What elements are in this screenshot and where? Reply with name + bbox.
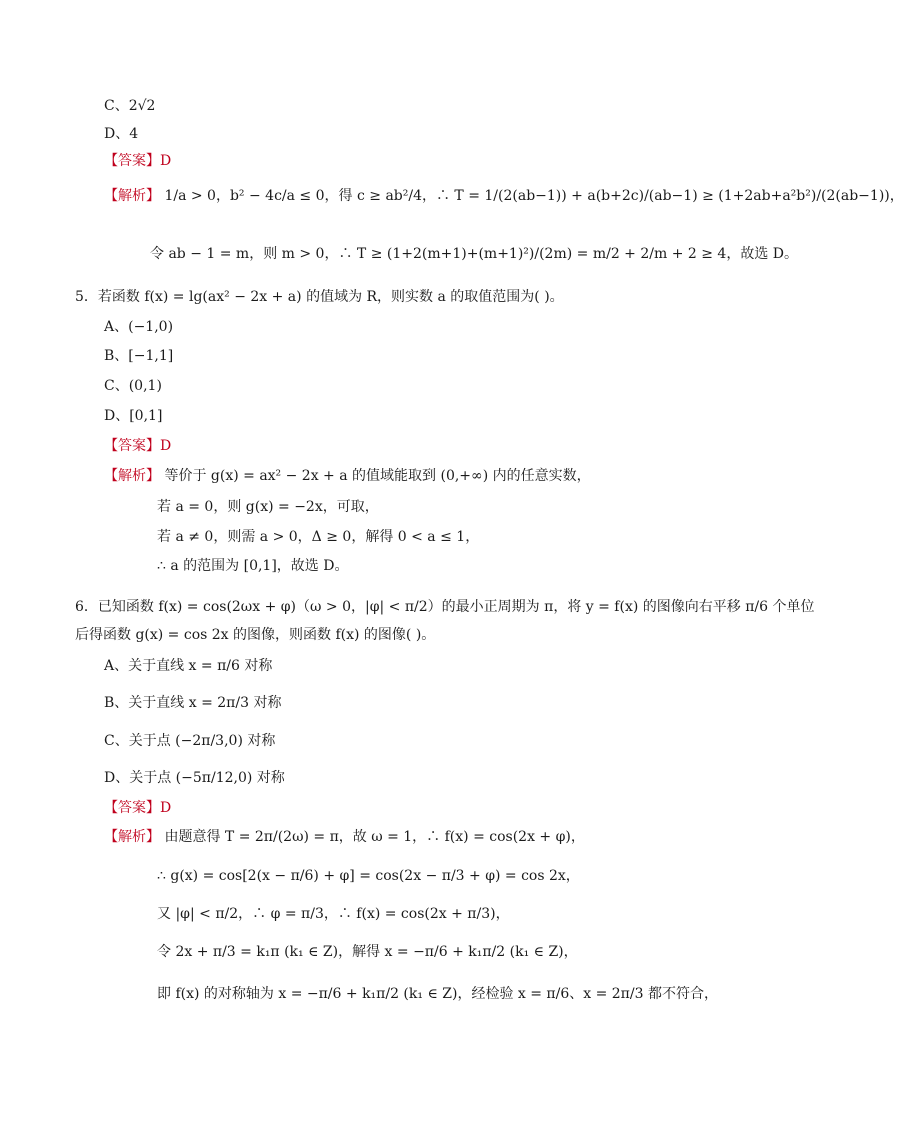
- q5-stem: 5．若函数 f(x) = lg(ax² − 2x + a) 的值域为 R，则实数 a 的取值范围为( )。: [75, 289, 564, 305]
- q5-analysis-line3: 若 a ≠ 0，则需 a > 0，Δ ≥ 0，解得 0 < a ≤ 1，: [157, 529, 480, 545]
- q6-analysis-line2: ∴ g(x) = cos[2(x − π/6) + φ] = cos(2x − π/3 + φ) = cos 2x，: [157, 868, 580, 884]
- q6-stem-line2: 后得函数 g(x) = cos 2x 的图像，则函数 f(x) 的图像( )。: [75, 627, 436, 643]
- q4-option-d: D、4: [104, 126, 139, 142]
- q6-stem-line1: 6．已知函数 f(x) = cos(2ωx + φ)（ω > 0，|φ| < π/2）的最小正周期为 π，将 y = f(x) 的图像向右平移 π/6 个单位: [75, 599, 815, 615]
- q5-analysis-line4: ∴ a 的范围为 [0,1]，故选 D。: [157, 558, 349, 574]
- q6-option-b: B、关于直线 x = 2π/3 对称: [104, 695, 282, 711]
- q4-analysis-line2: 令 ab − 1 = m，则 m > 0，∴ T ≥ (1+2(m+1)+(m+1)²)/(2m) = m/2 + 2/m + 2 ≥ 4，故选 D。: [150, 246, 799, 262]
- q5-option-d: D、[0,1]: [104, 408, 163, 424]
- analysis-label: 【解析】: [104, 188, 160, 204]
- q6-answer: 【答案】D: [104, 800, 172, 816]
- q5-option-b: B、[−1,1]: [104, 348, 174, 364]
- q5-option-c: C、(0,1): [104, 378, 162, 394]
- q6-analysis-line1: 【解析】 由题意得 T = 2π/(2ω) = π，故 ω = 1，∴ f(x) = cos(2x + φ)，: [104, 829, 585, 845]
- q5-option-a: A、(−1,0): [104, 319, 174, 335]
- q5-analysis-line1: 【解析】 等价于 g(x) = ax² − 2x + a 的值域能取到 (0,+∞) 内的任意实数，: [104, 468, 591, 484]
- q6-option-d: D、关于点 (−5π/12,0) 对称: [104, 770, 285, 786]
- q6-option-a: A、关于直线 x = π/6 对称: [104, 658, 273, 674]
- q6-analysis-line4: 令 2x + π/3 = k₁π (k₁ ∈ Z)，解得 x = −π/6 + k₁π/2 (k₁ ∈ Z)，: [157, 944, 578, 960]
- q5-analysis-line2: 若 a = 0，则 g(x) = −2x，可取，: [157, 499, 379, 515]
- q6-analysis-line5: 即 f(x) 的对称轴为 x = −π/6 + k₁π/2 (k₁ ∈ Z)，经检验 x = π/6、x = 2π/3 都不符合，: [157, 986, 718, 1002]
- q6-option-c: C、关于点 (−2π/3,0) 对称: [104, 733, 276, 749]
- q6-analysis-line3: 又 |φ| < π/2，∴ φ = π/3，∴ f(x) = cos(2x + π/3)，: [157, 906, 510, 922]
- q4-option-c: C、2√2: [104, 98, 156, 114]
- q4-analysis-line1: 【解析】 1/a > 0，b² − 4c/a ≤ 0，得 c ≥ ab²/4，∴ T = 1/(2(ab−1)) + a(b+2c)/(ab−1) ≥ (1+2ab+a²b²)/(2(ab−1))，: [104, 188, 904, 204]
- answer-label: 【答案】: [104, 153, 160, 169]
- q4-answer: [104, 151, 171, 171]
- q5-answer: 【答案】D: [104, 438, 172, 454]
- answer-value: D: [160, 153, 172, 169]
